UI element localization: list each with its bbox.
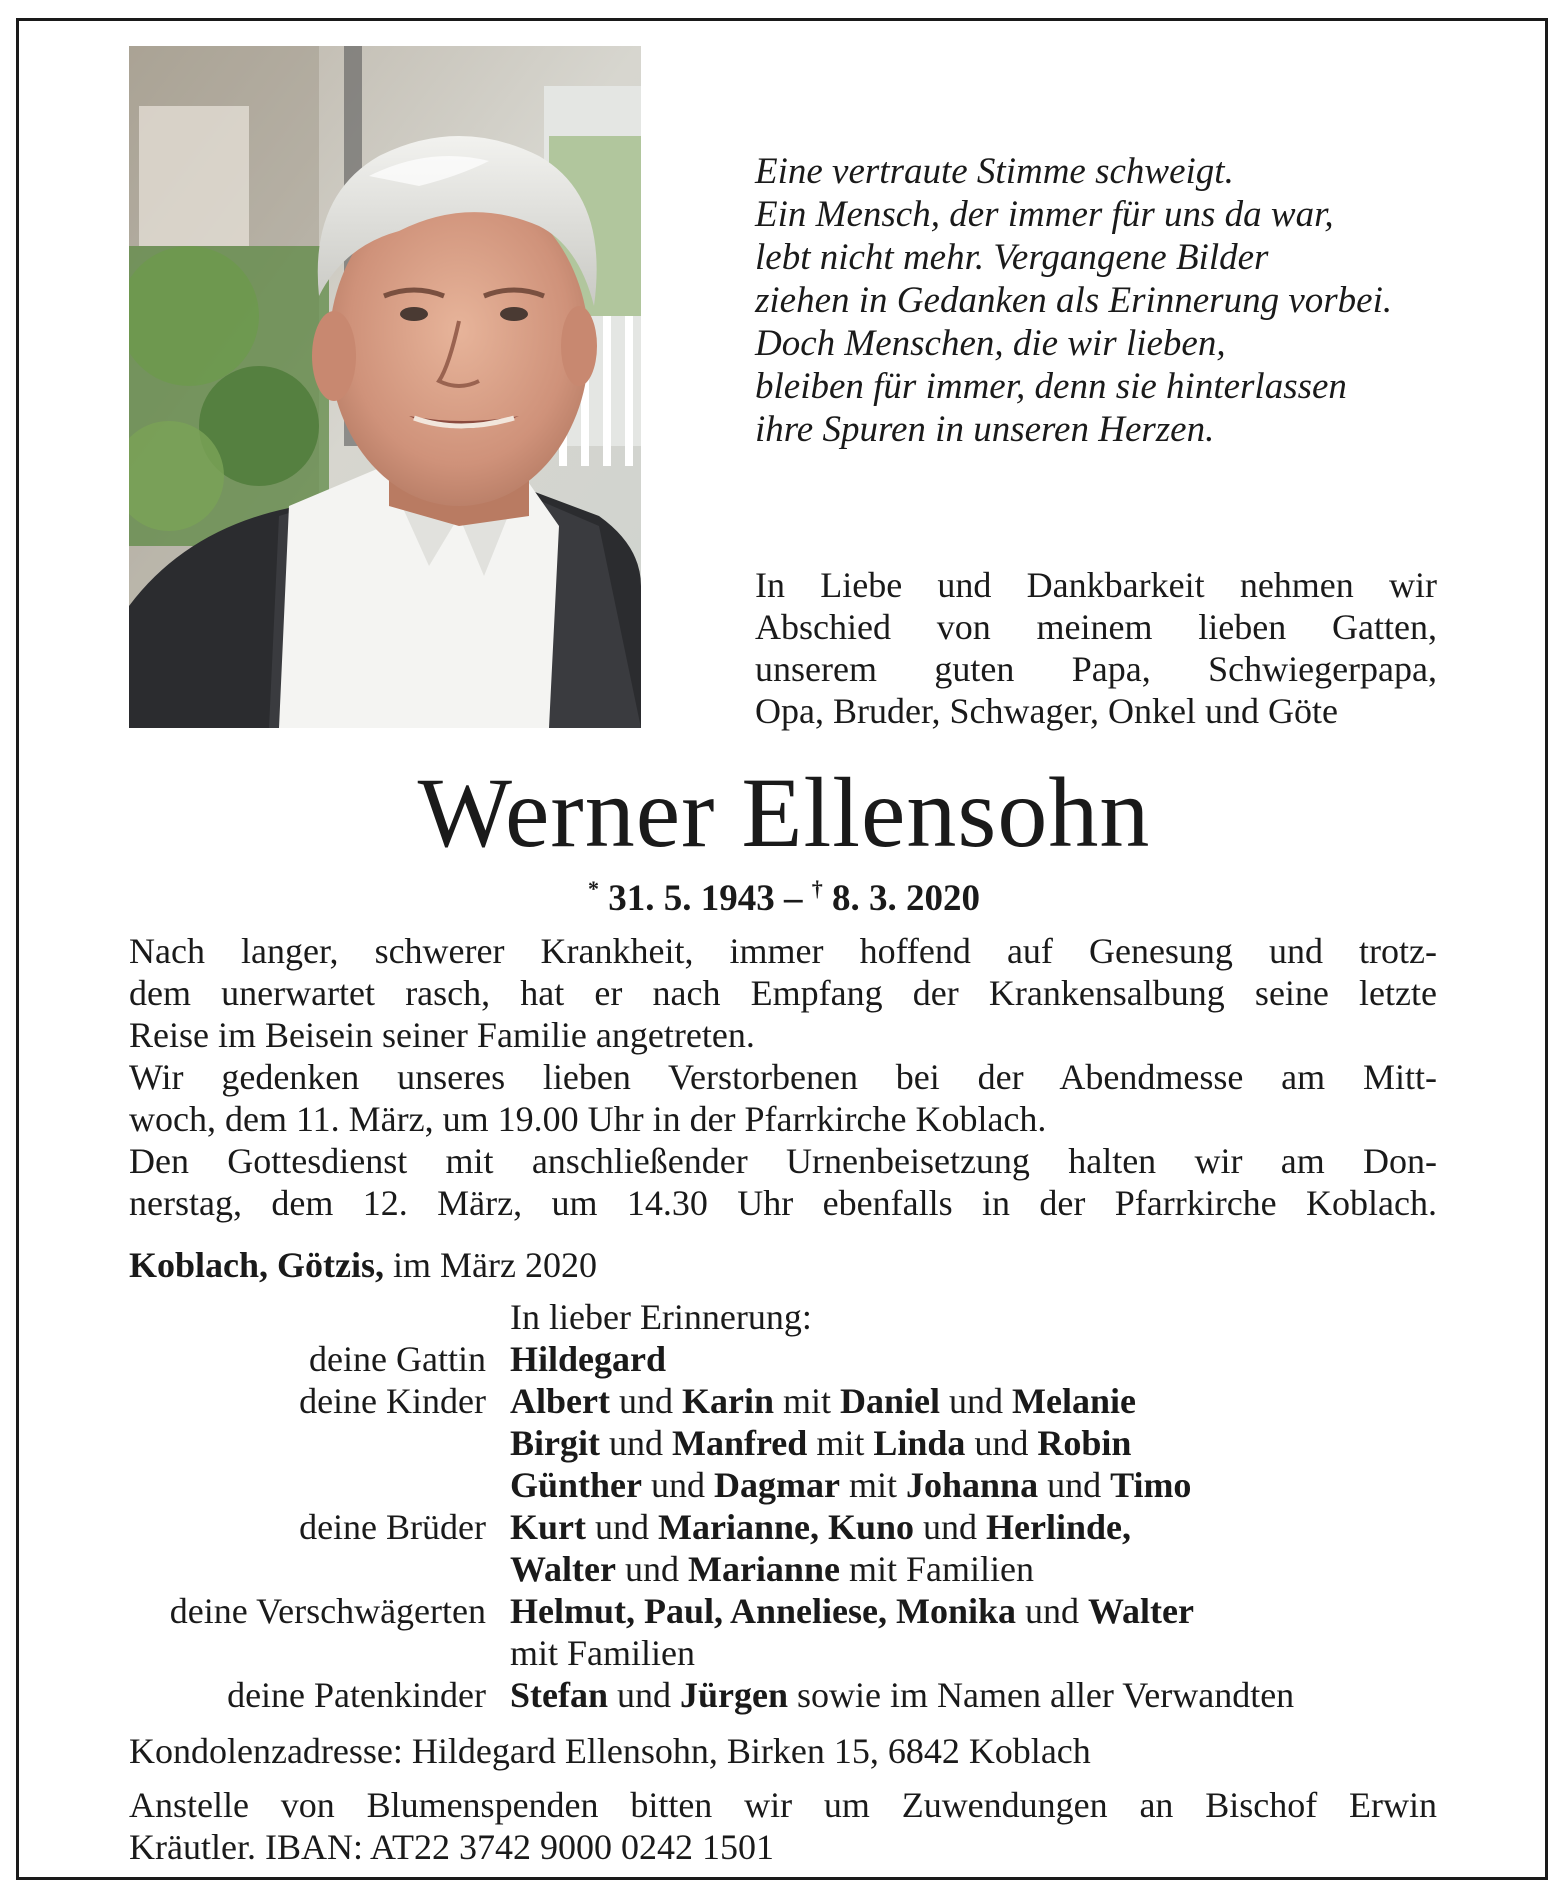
poem-line: ihre Spuren in unseren Herzen. [755,409,1215,450]
connector-text: und [1038,1465,1111,1505]
poem-line: lebt nicht mehr. Vergangene Bilder [755,237,1269,278]
family-row [100,1590,1500,1632]
relative-name: Kurt [510,1507,586,1547]
family-label [100,1548,510,1590]
connector-text: und [615,1549,688,1589]
relative-name: Marianne [687,1549,840,1589]
family-label [100,1296,510,1338]
body-line: nerstag, dem 12. März, um 14.30 Uhr ebenfalls in der Pfarrkirche Koblach. [129,1183,1437,1223]
connector-text: mit [807,1423,874,1463]
connector-text: und [609,1381,682,1421]
relative-name: Walter [1088,1591,1194,1631]
relative-name: Johanna [906,1465,1039,1505]
donation-note [129,1784,1437,1868]
donation-line: Anstelle von Blumenspenden bitten wir um Zuwendungen an Bischof Erwin [129,1785,1437,1825]
family-list [100,1296,1500,1716]
relative-name: Linda [873,1423,966,1463]
relative-name: Walter [510,1549,616,1589]
family-row [100,1506,1500,1548]
family-names [510,1548,1034,1590]
birth-date: 31. 5. 1943 [608,878,775,919]
body-line: woch, dem 11. März, um 19.00 Uhr in der Pfarrkirche Koblach. [129,1099,1047,1139]
connector-text: mit [773,1381,840,1421]
intro-line: Abschied von meinem lieben Gatten, [755,607,1437,647]
body-line: Reise im Beisein seiner Familie angetreten. [129,1015,755,1055]
family-label: deine Brüder [299,1507,486,1547]
family-heading-row [100,1296,1500,1338]
place-date-line [129,1244,597,1286]
connector-text: und [599,1423,672,1463]
family-row [100,1632,1500,1674]
connector-text: mit Familien [839,1549,1034,1589]
family-rows [100,1338,1500,1716]
relative-name: Karin [681,1381,774,1421]
family-names [510,1338,666,1380]
body-line: dem unerwartet rasch, hat er nach Empfang der Krankensalbung seine letzte [129,973,1437,1013]
connector-text: und [608,1675,680,1715]
family-row [100,1422,1500,1464]
relative-name: Dagmar [714,1465,840,1505]
family-row [100,1548,1500,1590]
poem-line: Ein Mensch, der immer für uns da war, [755,194,1334,235]
relative-name: Albert [510,1381,610,1421]
relative-name: Manfred [671,1423,808,1463]
poem-line: ziehen in Gedanken als Erinnerung vorbei. [755,280,1393,321]
family-names [510,1380,1136,1422]
birth-symbol: * [588,876,599,901]
relative-name: Timo [1110,1465,1192,1505]
family-row [100,1674,1500,1716]
family-label: deine Verschwägerten [169,1591,486,1631]
poem-line: Doch Menschen, die wir lieben, [755,323,1226,364]
donation-line: Kräutler. IBAN: AT22 3742 9000 0242 1501 [129,1827,774,1867]
death-symbol: † [811,876,823,901]
connector-text: und [1016,1591,1089,1631]
relative-name: Jürgen [680,1675,788,1715]
family-label: deine Patenkinder [227,1675,486,1715]
intro-line: In Liebe und Dankbarkeit nehmen wir [755,565,1437,605]
farewell-intro [755,564,1437,732]
intro-line: unserem guten Papa, Schwiegerpapa, [755,649,1437,689]
family-names [510,1632,695,1674]
connector-text: und [642,1465,715,1505]
family-row [100,1464,1500,1506]
connector-text: sowie im Namen aller Verwandten [788,1675,1295,1715]
place-date: im März 2020 [384,1245,597,1285]
relative-name: Günther [510,1465,643,1505]
relative-name: Stefan [510,1675,608,1715]
relative-name: Helmut, Paul, Anneliese, Monika [510,1591,1017,1631]
intro-line: Opa, Bruder, Schwager, Onkel und Göte [755,691,1338,731]
family-row [100,1338,1500,1380]
relative-name: Herlinde, [986,1507,1132,1547]
relative-name: Hildegard [510,1339,667,1379]
deceased-name: Werner Ellensohn [417,757,1151,868]
poem-verse [755,150,1455,451]
family-names [510,1422,1131,1464]
portrait-photo [129,46,641,728]
date-separator: – [784,878,803,919]
poem-line: Eine vertraute Stimme schweigt. [755,151,1234,192]
body-line: Wir gedenken unseres lieben Verstorbenen bei der Abendmesse am Mitt- [129,1057,1437,1097]
connector-text: und [914,1507,987,1547]
body-line: Nach langer, schwerer Krankheit, immer hoffend auf Genesung und trotz- [129,931,1437,971]
connector-text: und [586,1507,658,1547]
family-names [510,1464,1191,1506]
family-names [510,1674,1294,1716]
place-names: Koblach, Götzis, [129,1245,385,1285]
connector-text: und [965,1423,1038,1463]
life-dates [0,864,1568,924]
connector-text: und [940,1381,1013,1421]
family-label: deine Gattin [309,1339,486,1379]
death-date: 8. 3. 2020 [832,878,980,919]
family-label [100,1464,510,1506]
body-line: Den Gottesdienst mit anschließender Urnenbeisetzung halten wir am Don- [129,1141,1437,1181]
poem-line: bleiben für immer, denn sie hinterlassen [755,366,1347,407]
condolence-address: Kondolenzadresse: Hildegard Ellensohn, Birken 15, 6842 Koblach [129,1731,1091,1771]
family-names [510,1590,1194,1632]
family-row [100,1380,1500,1422]
connector-text: mit [839,1465,906,1505]
relative-name: Daniel [840,1381,941,1421]
family-label: deine Kinder [299,1381,486,1421]
notice-body [129,930,1437,1224]
relative-name: Melanie [1012,1381,1136,1421]
connector-text: mit Familien [510,1633,695,1673]
family-names [510,1506,1131,1548]
relative-name: Marianne, Kuno [658,1507,915,1547]
family-heading: In lieber Erinnerung: [510,1297,812,1337]
family-label [100,1422,510,1464]
relative-name: Robin [1037,1423,1132,1463]
relative-name: Birgit [510,1423,600,1463]
family-label [100,1632,510,1674]
